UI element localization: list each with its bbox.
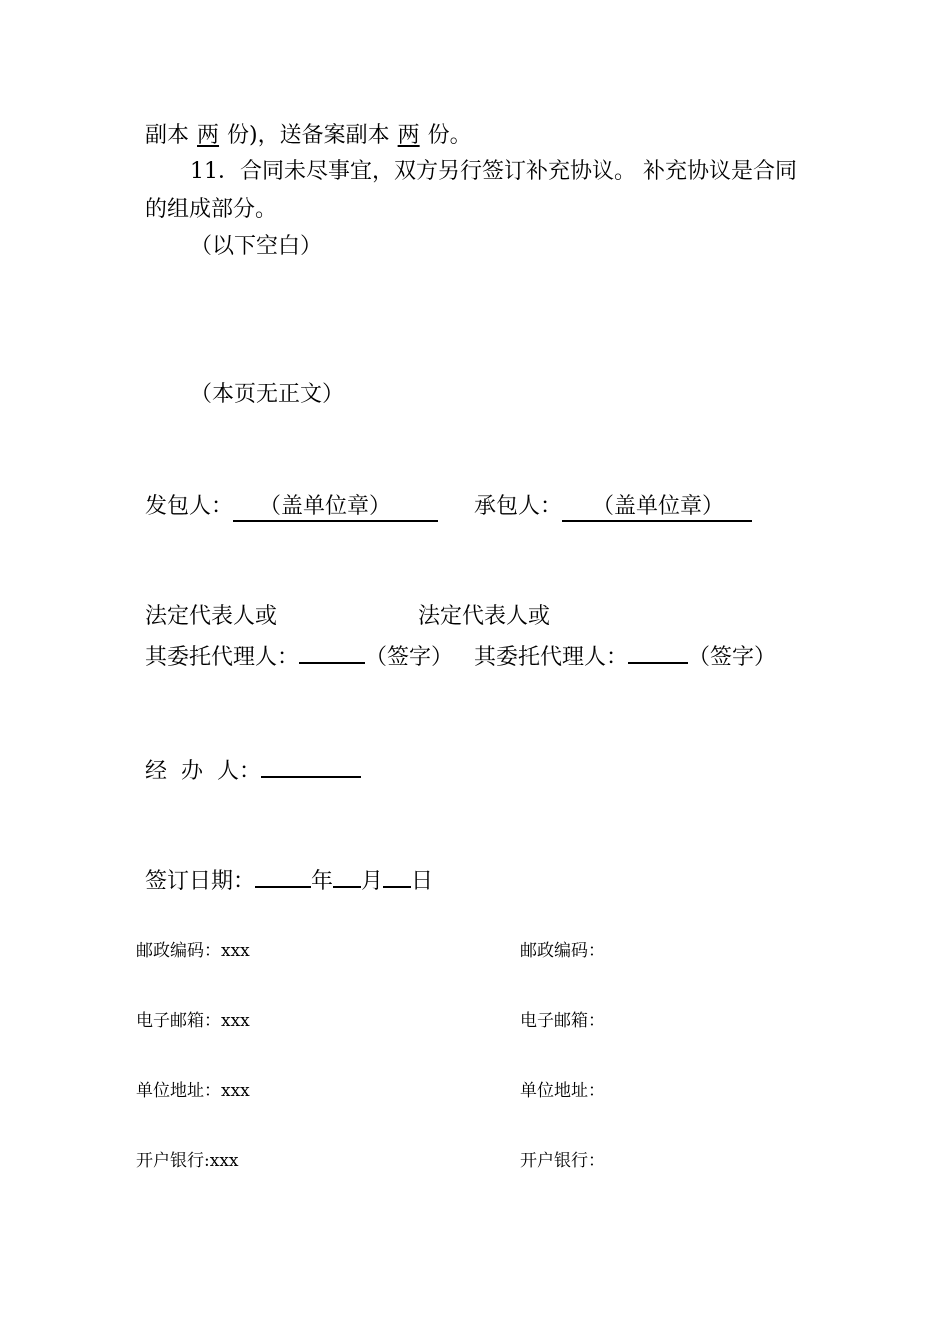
contractor-rep-label: 法定代表人或 (418, 604, 551, 629)
copies-line: 副本 两 份)，送备案副本 两 份。 (145, 123, 472, 148)
employer-bank: 开户银行:xxx (136, 1151, 239, 1171)
employer-postcode: 邮政编码：xxx (136, 941, 250, 961)
contractor-bank: 开户银行： (520, 1151, 605, 1171)
employer-seal-line (145, 492, 438, 522)
contractor-email: 电子邮箱： (520, 1011, 605, 1031)
sign-date-label: 签订日期： (145, 869, 256, 894)
copies-count-1: 两 (197, 123, 220, 148)
clause-11-line-1: 11．合同未尽事宜，双方另行签订补充协议。 补充协议是合同 (190, 159, 797, 184)
contractor-signature-field[interactable] (628, 640, 688, 664)
handler-label: 经 办 人： (145, 759, 261, 784)
employer-label: 发包人： (145, 494, 234, 519)
employer-rep-label: 法定代表人或 (145, 604, 278, 629)
employer-address: 单位地址：xxx (136, 1081, 250, 1101)
clause-11-line-2: 的组成部分。 (145, 197, 278, 222)
employer-signature-field[interactable] (299, 640, 365, 664)
handler-field[interactable] (261, 754, 361, 778)
sign-date-line: 签订日期： 年 月 日 (145, 864, 433, 897)
employer-agent-line: 其委托代理人： （签字） (145, 640, 453, 673)
day-field[interactable] (383, 864, 411, 888)
copies-count-2: 两 (397, 123, 420, 148)
month-field[interactable] (333, 864, 361, 888)
employer-seal-field[interactable]: （盖单位章） (233, 494, 438, 522)
contractor-postcode: 邮政编码： (520, 941, 605, 961)
contractor-seal-line (474, 492, 752, 522)
no-text-note: （本页无正文） (190, 382, 345, 407)
contractor-seal-field[interactable]: （盖单位章） (562, 494, 752, 522)
handler-line (145, 754, 361, 787)
blank-below-note: （以下空白） (190, 234, 323, 259)
year-field[interactable] (255, 864, 311, 888)
contractor-address: 单位地址： (520, 1081, 605, 1101)
contractor-agent-line: 其委托代理人： （签字） (474, 640, 776, 673)
employer-email: 电子邮箱：xxx (136, 1011, 250, 1031)
contractor-label: 承包人： (474, 494, 563, 519)
